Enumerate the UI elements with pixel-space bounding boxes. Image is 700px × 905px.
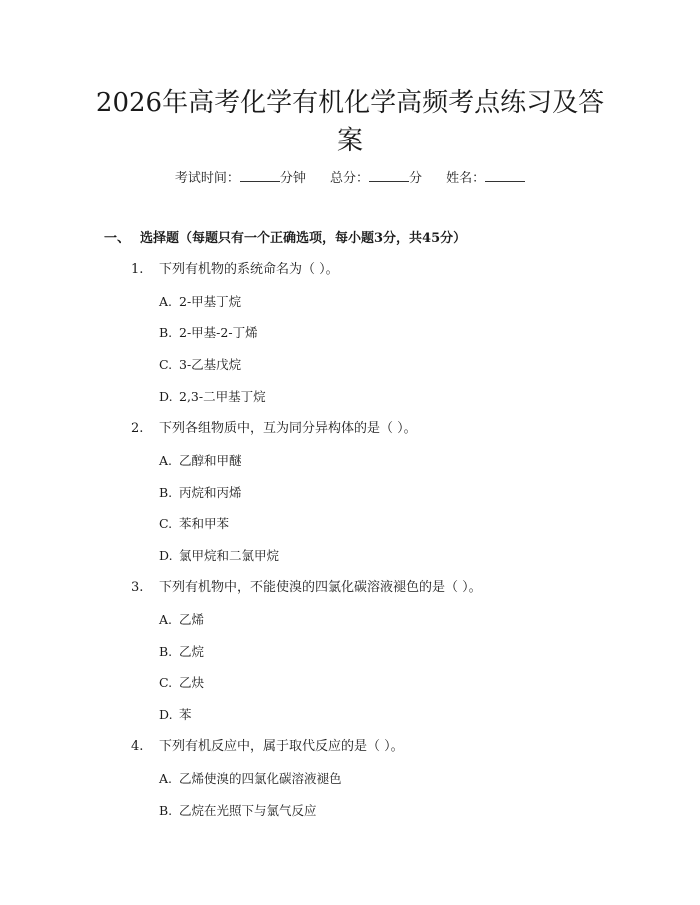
option-label: D. [159, 548, 173, 563]
option-text: 乙烯使溴的四氯化碳溶液褪色 [179, 771, 342, 786]
option-label: D. [159, 389, 173, 404]
question-2-option-d [159, 546, 279, 566]
option-label: C. [159, 516, 173, 531]
question-1-option-d [159, 387, 266, 407]
option-label: B. [159, 644, 173, 659]
exam-time-blank [240, 168, 280, 182]
question-number: 3. [131, 580, 144, 595]
student-name-field [446, 171, 525, 186]
question-text: 下列有机反应中，属于取代反应的是（ ）。 [159, 739, 404, 754]
option-label: D. [159, 707, 173, 722]
option-label: A. [159, 453, 173, 468]
question-3-option-b [159, 642, 204, 662]
option-label: C. [159, 357, 173, 372]
exam-time-field [175, 171, 310, 186]
exam-time-unit: 分钟 [279, 171, 306, 186]
question-1-option-a [159, 292, 241, 312]
option-label: B. [159, 485, 173, 500]
student-name-blank [485, 168, 525, 182]
question-text: 下列有机物中，不能使溴的四氯化碳溶液褪色的是（ ）。 [159, 580, 482, 595]
question-3 [131, 578, 482, 598]
section-heading [104, 229, 466, 249]
total-score-label: 总分： [329, 171, 369, 186]
question-number: 1. [131, 262, 144, 277]
option-label: A. [159, 771, 173, 786]
exam-time-label: 考试时间： [174, 171, 240, 186]
option-text: 2,3-二甲基丁烷 [179, 389, 266, 404]
question-1 [131, 260, 339, 280]
question-2-option-b [159, 483, 242, 503]
option-label: B. [159, 803, 173, 818]
option-text: 乙醇和甲醚 [179, 453, 242, 468]
question-2-option-c [159, 514, 229, 534]
option-label: A. [159, 294, 173, 309]
question-1-option-c [159, 355, 241, 375]
option-text: 丙烷和丙烯 [179, 485, 242, 500]
question-3-option-c [159, 673, 204, 693]
question-text: 下列各组物质中，互为同分异构体的是（ ）。 [159, 421, 417, 436]
option-text: 3-乙基戊烷 [179, 357, 242, 372]
exam-info-line [0, 168, 700, 189]
question-1-option-b [159, 323, 258, 343]
option-label: B. [159, 325, 173, 340]
total-score-field [330, 171, 426, 186]
option-text: 乙烷 [179, 644, 205, 659]
option-label: C. [159, 675, 173, 690]
total-score-blank [369, 168, 409, 182]
option-text: 乙炔 [179, 675, 205, 690]
question-text: 下列有机物的系统命名为（ ）。 [159, 262, 339, 277]
section-number: 一、 [104, 231, 131, 246]
question-3-option-d [159, 705, 192, 725]
question-4-option-b [159, 801, 317, 821]
question-number: 2. [131, 421, 144, 436]
option-text: 2-甲基-2-丁烯 [179, 325, 258, 340]
option-text: 苯和甲苯 [179, 516, 230, 531]
total-score-unit: 分 [409, 171, 423, 186]
option-label: A. [159, 612, 173, 627]
option-text: 乙烷在光照下与氯气反应 [179, 803, 317, 818]
question-2 [131, 419, 417, 439]
option-text: 氯甲烷和二氯甲烷 [179, 548, 280, 563]
question-number: 4. [131, 739, 144, 754]
page-title: 2026年高考化学有机化学高频考点练习及答案 [95, 88, 605, 156]
question-3-option-a [159, 610, 204, 630]
option-text: 乙烯 [179, 612, 205, 627]
section-title: 选择题（每题只有一个正确选项，每小题3分，共45分） [140, 231, 467, 246]
question-4 [131, 737, 404, 757]
student-name-label: 姓名： [446, 171, 486, 186]
question-4-option-a [159, 769, 342, 789]
option-text: 2-甲基丁烷 [179, 294, 242, 309]
question-2-option-a [159, 451, 242, 471]
option-text: 苯 [179, 707, 192, 722]
